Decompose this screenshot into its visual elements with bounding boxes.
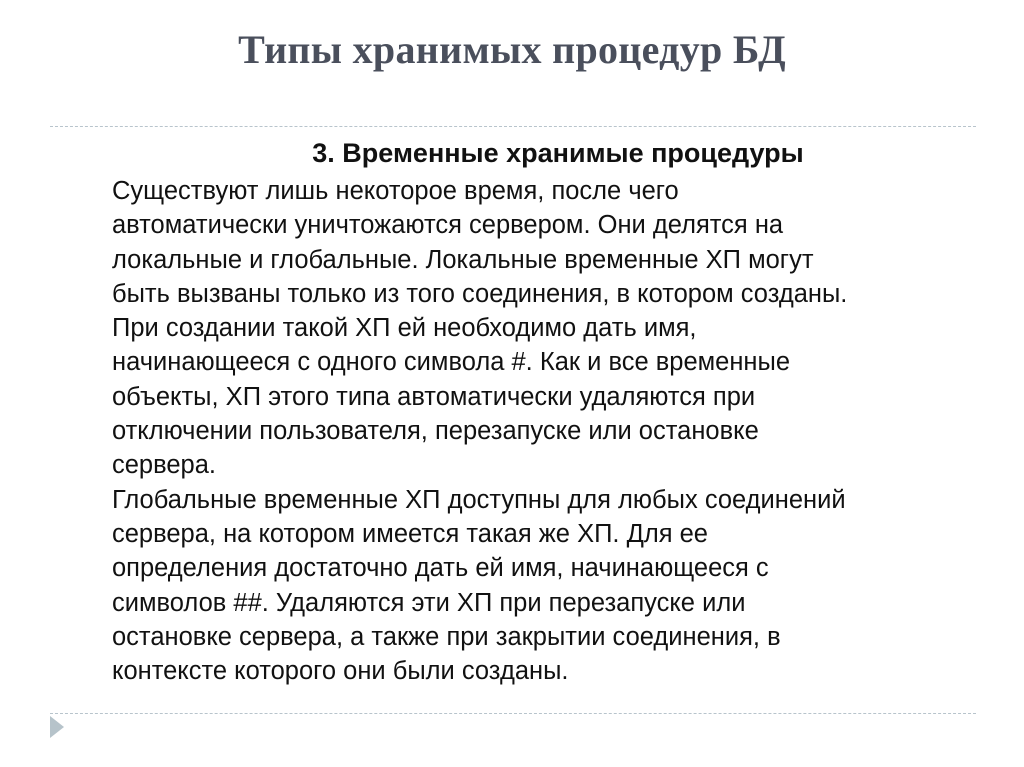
- paragraph-line: автоматически уничтожаются сервером. Они делятся на: [112, 211, 784, 240]
- paragraph-line: отключении пользователя, перезапуске или остановке: [112, 417, 759, 446]
- section-heading: 3. Временные хранимые процедуры: [312, 138, 804, 168]
- paragraph-line: начинающееся с одного символа #. Как и все временные: [112, 348, 791, 377]
- paragraph-line: Существуют лишь некоторое время, после чего: [112, 177, 679, 205]
- paragraph-line: Глобальные временные ХП доступны для любых соединений: [112, 485, 846, 514]
- paragraph-line: контексте которого они были созданы.: [112, 657, 569, 686]
- slide-title: Типы хранимых процедур БД: [238, 27, 786, 72]
- paragraph-line: быть вызваны только из того соединения, в котором созданы.: [112, 279, 848, 308]
- paragraph-line: объекты, ХП этого типа автоматически удаляются при: [112, 382, 756, 411]
- paragraph-line: сервера.: [112, 451, 217, 480]
- paragraph-line: определения достаточно дать ей имя, начинающееся с: [112, 554, 769, 583]
- paragraph-line: сервера, на котором имеется такая же ХП. Для ее: [112, 519, 708, 548]
- paragraph-line: При создании такой ХП ей необходимо дать имя,: [112, 314, 697, 343]
- top-divider: [50, 126, 976, 127]
- paragraph-line: остановке сервера, а также при закрытии соединения, в: [112, 622, 781, 651]
- paragraph-line: символов ##. Удаляются эти ХП при перезапуске или: [112, 588, 746, 617]
- slide-content: [112, 134, 952, 688]
- bottom-divider: [50, 713, 976, 714]
- paragraph-line: локальные и глобальные. Локальные временные ХП могут: [112, 245, 814, 274]
- triangle-right-icon[interactable]: [50, 716, 64, 738]
